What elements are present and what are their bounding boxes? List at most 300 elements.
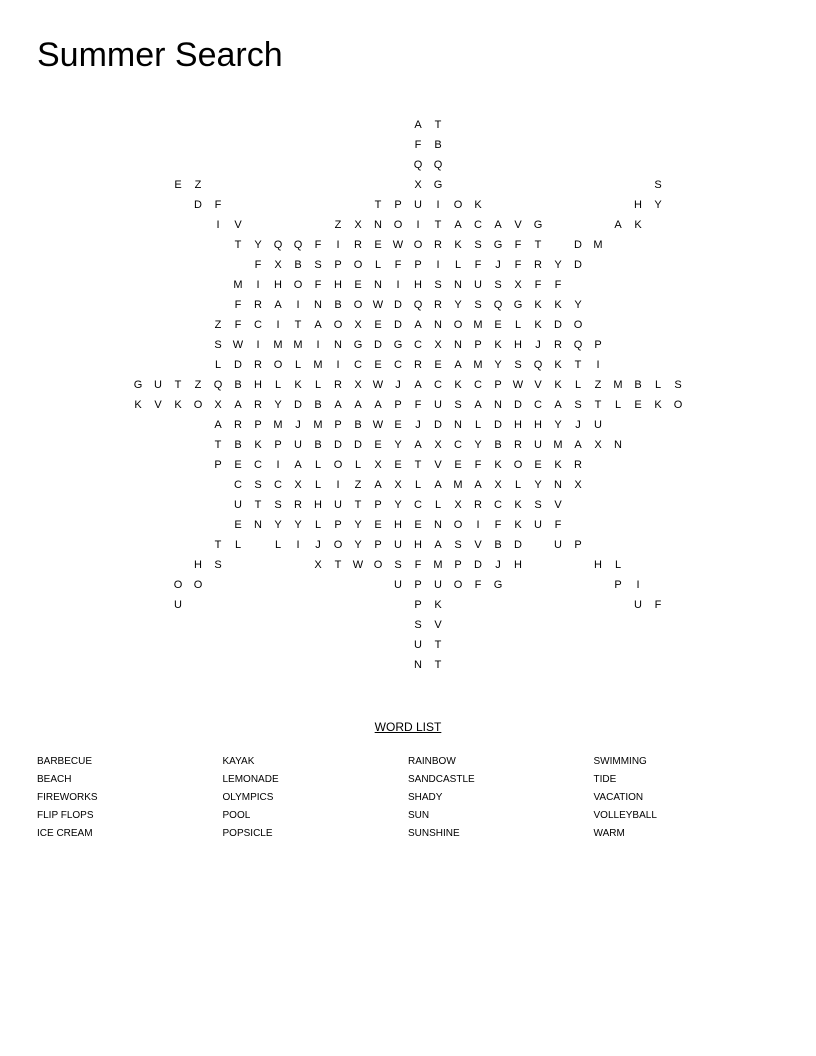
grid-row [128, 295, 708, 315]
grid-letter: H [334, 279, 342, 291]
grid-letter: T [434, 659, 442, 671]
grid-letter: N [254, 519, 262, 531]
grid-row [128, 655, 708, 675]
grid-letter: T [434, 639, 442, 651]
grid-letter: C [474, 379, 482, 391]
grid-letter: Y [554, 419, 562, 431]
grid-letter: M [273, 419, 283, 431]
grid-letter: M [313, 419, 323, 431]
grid-letter: E [434, 359, 442, 371]
grid-letter: F [214, 199, 222, 211]
word-search-grid [128, 115, 688, 675]
grid-letter: B [494, 439, 502, 451]
grid-letter: S [394, 559, 402, 571]
grid-letter: C [474, 219, 482, 231]
grid-letter: V [154, 399, 162, 411]
grid-letter: C [414, 339, 422, 351]
grid-letter: E [234, 459, 242, 471]
word-list-column [408, 753, 588, 843]
word-list-item: RAINBOW [408, 756, 456, 767]
word-list-item: LEMONADE [222, 774, 279, 785]
grid-letter: U [534, 519, 542, 531]
grid-letter: Y [454, 299, 462, 311]
grid-letter: B [354, 419, 362, 431]
grid-letter: S [654, 179, 662, 191]
grid-letter: G [493, 239, 503, 251]
word-list-column [37, 753, 217, 843]
grid-letter: E [534, 459, 542, 471]
grid-row [128, 455, 708, 475]
grid-letter: L [294, 359, 302, 371]
grid-letter: A [414, 439, 422, 451]
grid-letter: S [454, 539, 462, 551]
grid-letter: A [454, 219, 462, 231]
grid-letter: O [453, 319, 463, 331]
grid-letter: I [416, 219, 420, 231]
grid-letter: T [214, 539, 222, 551]
grid-letter: L [314, 519, 322, 531]
grid-letter: I [636, 579, 640, 591]
word-list-item: SWIMMING [593, 756, 647, 767]
grid-letter: Z [594, 379, 602, 391]
grid-letter: O [513, 459, 523, 471]
grid-letter: D [394, 319, 402, 331]
grid-letter: F [414, 139, 422, 151]
grid-letter: B [234, 379, 242, 391]
grid-letter: O [453, 519, 463, 531]
grid-letter: C [434, 379, 442, 391]
grid-letter: R [434, 299, 442, 311]
grid-letter: U [474, 279, 482, 291]
grid-letter: H [414, 539, 422, 551]
grid-letter: B [234, 439, 242, 451]
grid-letter: F [554, 519, 562, 531]
grid-letter: G [133, 379, 143, 391]
grid-letter: X [214, 399, 222, 411]
grid-letter: M [473, 319, 483, 331]
grid-row [128, 375, 708, 395]
grid-letter: T [594, 399, 602, 411]
page-title: Summer Search [37, 36, 283, 74]
grid-letter: X [294, 479, 302, 491]
grid-letter: Q [433, 159, 443, 171]
grid-letter: S [314, 259, 322, 271]
grid-row [128, 175, 708, 195]
grid-letter: G [433, 179, 443, 191]
grid-row [128, 335, 708, 355]
grid-letter: P [394, 199, 402, 211]
grid-letter: N [614, 439, 622, 451]
grid-letter: A [234, 399, 242, 411]
grid-letter: K [654, 399, 662, 411]
grid-row [128, 475, 708, 495]
grid-letter: H [514, 339, 522, 351]
word-list-item: TIDE [593, 774, 617, 785]
grid-letter: K [554, 359, 562, 371]
grid-letter: S [574, 399, 582, 411]
grid-letter: P [414, 259, 422, 271]
grid-letter: T [354, 499, 362, 511]
grid-letter: U [334, 499, 342, 511]
grid-letter: O [193, 579, 203, 591]
grid-letter: I [256, 279, 260, 291]
grid-letter: Y [554, 259, 562, 271]
grid-letter: E [394, 419, 402, 431]
grid-letter: Q [533, 359, 543, 371]
grid-letter: F [474, 459, 482, 471]
grid-letter: O [413, 239, 423, 251]
grid-letter: K [514, 519, 522, 531]
grid-letter: K [554, 379, 562, 391]
grid-letter: A [214, 419, 222, 431]
grid-row [128, 515, 708, 535]
word-list-item: ICE CREAM [37, 828, 93, 839]
grid-letter: Y [394, 499, 402, 511]
grid-row [128, 235, 708, 255]
grid-letter: D [494, 419, 502, 431]
word-list-item: FIREWORKS [37, 792, 98, 803]
grid-letter: U [294, 439, 302, 451]
grid-letter: N [454, 279, 462, 291]
grid-letter: F [254, 259, 262, 271]
grid-letter: U [414, 639, 422, 651]
grid-row [128, 535, 708, 555]
grid-letter: E [374, 439, 382, 451]
grid-letter: K [474, 199, 482, 211]
grid-letter: X [354, 219, 362, 231]
grid-letter: D [554, 319, 562, 331]
grid-letter: N [334, 339, 342, 351]
grid-letter: D [514, 539, 522, 551]
grid-letter: L [274, 539, 282, 551]
grid-letter: L [574, 379, 582, 391]
grid-letter: V [534, 379, 542, 391]
grid-letter: H [394, 519, 402, 531]
grid-letter: B [434, 139, 442, 151]
grid-letter: M [273, 339, 283, 351]
grid-letter: O [333, 319, 343, 331]
grid-letter: D [194, 199, 202, 211]
grid-letter: L [314, 459, 322, 471]
grid-letter: Y [354, 539, 362, 551]
grid-letter: O [173, 579, 183, 591]
grid-letter: U [174, 599, 182, 611]
grid-letter: A [454, 359, 462, 371]
grid-letter: N [434, 319, 442, 331]
grid-letter: V [514, 219, 522, 231]
grid-row [128, 115, 708, 135]
grid-letter: E [174, 179, 182, 191]
grid-letter: C [414, 499, 422, 511]
grid-letter: A [414, 119, 422, 131]
grid-letter: I [316, 339, 320, 351]
grid-letter: Q [213, 379, 223, 391]
grid-letter: E [454, 459, 462, 471]
grid-letter: D [574, 239, 582, 251]
grid-letter: C [494, 499, 502, 511]
grid-letter: H [514, 559, 522, 571]
grid-letter: Q [293, 239, 303, 251]
grid-letter: E [374, 239, 382, 251]
grid-letter: K [554, 459, 562, 471]
grid-letter: X [314, 559, 322, 571]
grid-letter: A [474, 399, 482, 411]
grid-letter: A [434, 539, 442, 551]
grid-letter: R [254, 399, 262, 411]
grid-letter: Y [254, 239, 262, 251]
grid-letter: Y [394, 439, 402, 451]
grid-letter: Q [273, 239, 283, 251]
grid-letter: S [674, 379, 682, 391]
grid-letter: F [414, 559, 422, 571]
grid-letter: U [234, 499, 242, 511]
grid-letter: J [575, 419, 581, 431]
grid-letter: R [574, 459, 582, 471]
grid-row [128, 435, 708, 455]
grid-letter: X [354, 319, 362, 331]
grid-letter: D [354, 439, 362, 451]
grid-letter: M [293, 339, 303, 351]
grid-letter: R [474, 499, 482, 511]
grid-row [128, 355, 708, 375]
grid-letter: A [414, 379, 422, 391]
grid-letter: A [334, 399, 342, 411]
grid-letter: A [294, 459, 302, 471]
grid-letter: D [234, 359, 242, 371]
grid-letter: D [394, 299, 402, 311]
grid-letter: M [453, 479, 463, 491]
grid-row [128, 255, 708, 275]
grid-letter: P [394, 399, 402, 411]
word-list-item: VACATION [593, 792, 644, 803]
grid-letter: I [596, 359, 600, 371]
grid-letter: O [333, 459, 343, 471]
word-list-item: SANDCASTLE [408, 774, 475, 785]
grid-letter: V [554, 499, 562, 511]
grid-letter: P [334, 419, 342, 431]
grid-letter: J [415, 419, 421, 431]
grid-letter: X [414, 179, 422, 191]
grid-letter: J [315, 539, 321, 551]
word-list-item: KAYAK [222, 756, 255, 767]
grid-letter: K [514, 499, 522, 511]
grid-letter: F [414, 399, 422, 411]
grid-letter: R [294, 499, 302, 511]
grid-letter: V [234, 219, 242, 231]
grid-letter: P [614, 579, 622, 591]
grid-letter: C [234, 479, 242, 491]
grid-letter: W [352, 559, 364, 571]
grid-letter: R [354, 239, 362, 251]
grid-letter: Y [354, 519, 362, 531]
grid-letter: R [254, 299, 262, 311]
grid-letter: S [474, 239, 482, 251]
grid-letter: X [454, 499, 462, 511]
grid-row [128, 575, 708, 595]
grid-letter: L [214, 359, 222, 371]
grid-letter: S [434, 279, 442, 291]
grid-letter: I [296, 539, 300, 551]
grid-letter: C [454, 439, 462, 451]
grid-letter: D [434, 419, 442, 431]
grid-letter: X [274, 259, 282, 271]
grid-letter: S [494, 279, 502, 291]
grid-letter: S [474, 299, 482, 311]
word-list-item: POOL [222, 810, 251, 821]
word-list-item: BEACH [37, 774, 72, 785]
grid-letter: Q [413, 299, 423, 311]
grid-letter: L [514, 479, 522, 491]
grid-letter: X [494, 479, 502, 491]
grid-letter: X [354, 379, 362, 391]
grid-letter: I [436, 259, 440, 271]
grid-letter: U [554, 539, 562, 551]
grid-letter: E [394, 459, 402, 471]
grid-letter: P [574, 539, 582, 551]
grid-letter: F [474, 579, 482, 591]
grid-letter: K [534, 299, 542, 311]
grid-letter: A [314, 319, 322, 331]
grid-letter: K [454, 379, 462, 391]
grid-letter: M [613, 379, 623, 391]
grid-letter: D [474, 559, 482, 571]
grid-letter: T [374, 199, 382, 211]
grid-letter: A [574, 439, 582, 451]
grid-letter: S [214, 339, 222, 351]
grid-letter: B [314, 439, 322, 451]
grid-letter: C [394, 359, 402, 371]
grid-letter: S [254, 479, 262, 491]
word-list-column [594, 753, 774, 843]
grid-letter: C [354, 359, 362, 371]
grid-letter: D [334, 439, 342, 451]
grid-letter: K [634, 219, 642, 231]
grid-letter: M [313, 359, 323, 371]
grid-letter: T [334, 559, 342, 571]
grid-letter: N [374, 219, 382, 231]
grid-letter: J [395, 379, 401, 391]
grid-letter: F [314, 279, 322, 291]
grid-row [128, 135, 708, 155]
grid-letter: J [295, 419, 301, 431]
grid-letter: P [374, 539, 382, 551]
grid-letter: N [554, 479, 562, 491]
grid-letter: A [414, 319, 422, 331]
grid-letter: Y [534, 479, 542, 491]
grid-letter: L [374, 259, 382, 271]
grid-letter: Z [194, 179, 202, 191]
grid-letter: S [454, 399, 462, 411]
grid-letter: X [434, 439, 442, 451]
grid-letter: P [214, 459, 222, 471]
grid-letter: O [333, 539, 343, 551]
grid-letter: I [296, 299, 300, 311]
grid-letter: K [134, 399, 142, 411]
grid-letter: X [434, 339, 442, 351]
grid-letter: H [274, 279, 282, 291]
grid-letter: Y [274, 519, 282, 531]
grid-letter: O [353, 259, 363, 271]
grid-letter: E [374, 519, 382, 531]
grid-letter: T [294, 319, 302, 331]
grid-letter: C [254, 459, 262, 471]
grid-letter: L [474, 419, 482, 431]
grid-letter: I [336, 239, 340, 251]
grid-letter: N [434, 519, 442, 531]
grid-letter: B [294, 259, 302, 271]
grid-letter: R [334, 379, 342, 391]
grid-letter: L [274, 379, 282, 391]
grid-letter: O [393, 219, 403, 231]
grid-letter: Q [493, 299, 503, 311]
grid-letter: H [254, 379, 262, 391]
grid-letter: P [374, 499, 382, 511]
grid-letter: F [534, 279, 542, 291]
grid-letter: M [433, 559, 443, 571]
grid-letter: I [276, 319, 280, 331]
grid-letter: H [634, 199, 642, 211]
grid-letter: L [354, 459, 362, 471]
grid-letter: M [593, 239, 603, 251]
grid-letter: H [194, 559, 202, 571]
grid-letter: E [374, 319, 382, 331]
grid-letter: U [394, 579, 402, 591]
grid-letter: K [294, 379, 302, 391]
grid-letter: Y [654, 199, 662, 211]
grid-letter: U [534, 439, 542, 451]
word-list-item: VOLLEYBALL [593, 810, 657, 821]
grid-letter: Q [573, 339, 583, 351]
grid-letter: R [254, 359, 262, 371]
grid-letter: R [414, 359, 422, 371]
grid-letter: L [414, 479, 422, 491]
grid-letter: T [434, 219, 442, 231]
grid-letter: F [514, 239, 522, 251]
grid-letter: O [453, 579, 463, 591]
grid-letter: O [273, 359, 283, 371]
grid-letter: R [514, 439, 522, 451]
grid-letter: Y [274, 399, 282, 411]
grid-letter: M [553, 439, 563, 451]
grid-letter: K [254, 439, 262, 451]
grid-letter: L [434, 499, 442, 511]
grid-letter: O [353, 299, 363, 311]
grid-letter: Y [574, 299, 582, 311]
grid-letter: I [336, 359, 340, 371]
grid-letter: N [374, 279, 382, 291]
grid-letter: C [254, 319, 262, 331]
grid-letter: H [414, 279, 422, 291]
grid-letter: N [454, 419, 462, 431]
word-list-item: BARBECUE [37, 756, 93, 767]
grid-letter: N [494, 399, 502, 411]
grid-letter: U [634, 599, 642, 611]
word-list-item: FLIP FLOPS [37, 810, 94, 821]
grid-letter: K [534, 319, 542, 331]
grid-row [128, 275, 708, 295]
grid-letter: E [374, 359, 382, 371]
grid-letter: N [314, 299, 322, 311]
grid-letter: N [454, 339, 462, 351]
grid-letter: F [654, 599, 662, 611]
grid-letter: G [393, 339, 403, 351]
grid-letter: K [494, 339, 502, 351]
grid-letter: X [594, 439, 602, 451]
grid-letter: W [372, 379, 384, 391]
grid-letter: A [274, 299, 282, 311]
grid-letter: B [334, 299, 342, 311]
grid-letter: L [614, 559, 622, 571]
